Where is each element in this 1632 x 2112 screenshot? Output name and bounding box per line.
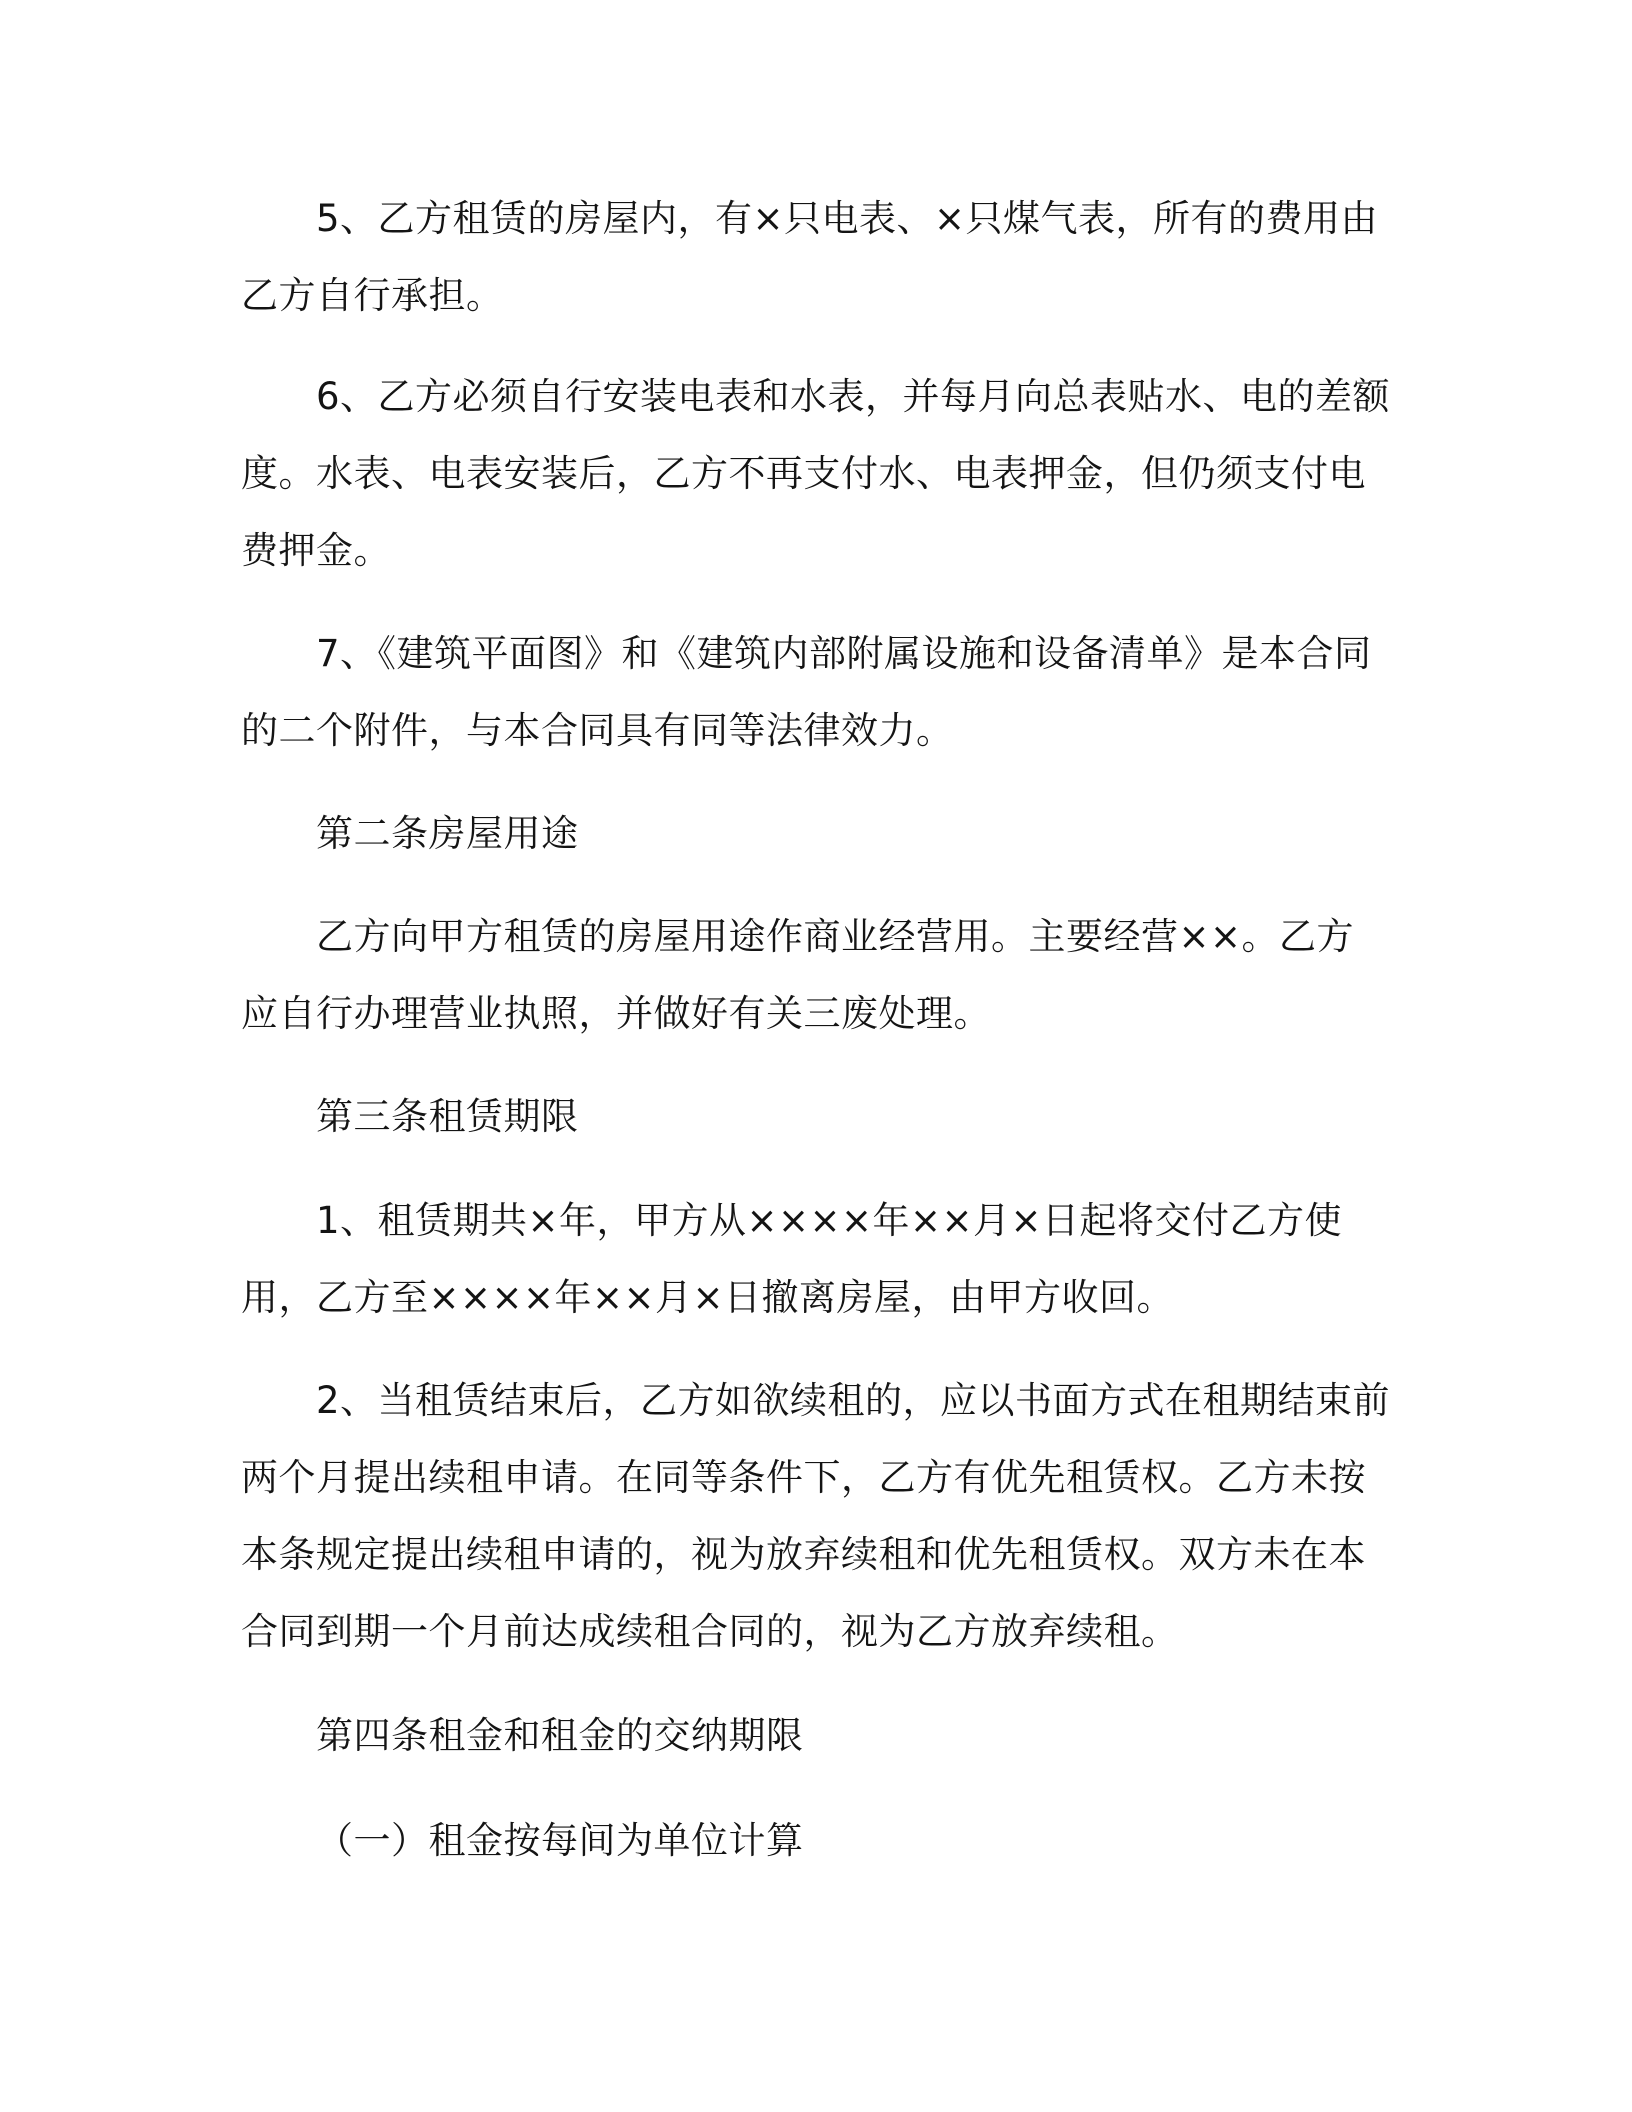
clause-5-paragraph: 5、乙方租赁的房屋内，有×只电表、×只煤气表，所有的费用由乙方自行承担。 (241, 197, 1379, 317)
article-4-subsection-1: （一）租金按每间为单位计算 (316, 1819, 804, 1862)
article-3-heading: 第三条租赁期限 (316, 1095, 579, 1138)
article-4-heading: 第四条租金和租金的交纳期限 (316, 1714, 804, 1757)
article-3-clause-2: 2、当租赁结束后，乙方如欲续租的，应以书面方式在租期结束前两个月提出续租申请。在同等条件下，乙方有优先租赁权。乙方未按本条规定提出续租申请的，视为放弃续租和优先租赁权。双方未在本合同到期一个月前达成续租合同的，视为乙方放弃续租。 (241, 1379, 1391, 1653)
article-3-clause-1: 1、租赁期共×年，甲方从××××年××月×日起将交付乙方使用，乙方至××××年××月×日撤离房屋，由甲方收回。 (241, 1199, 1343, 1319)
clause-6-paragraph: 6、乙方必须自行安装电表和水表，并每月向总表贴水、电的差额度。水表、电表安装后，乙方不再支付水、电表押金，但仍须支付电费押金。 (241, 375, 1391, 572)
clause-7-paragraph: 7、《建筑平面图》和《建筑内部附属设施和设备清单》是本合同的二个附件，与本合同具有同等法律效力。 (241, 632, 1372, 752)
article-2-body: 乙方向甲方租赁的房屋用途作商业经营用。主要经营××。乙方应自行办理营业执照，并做好有关三废处理。 (241, 915, 1355, 1035)
article-2-heading: 第二条房屋用途 (316, 812, 579, 855)
